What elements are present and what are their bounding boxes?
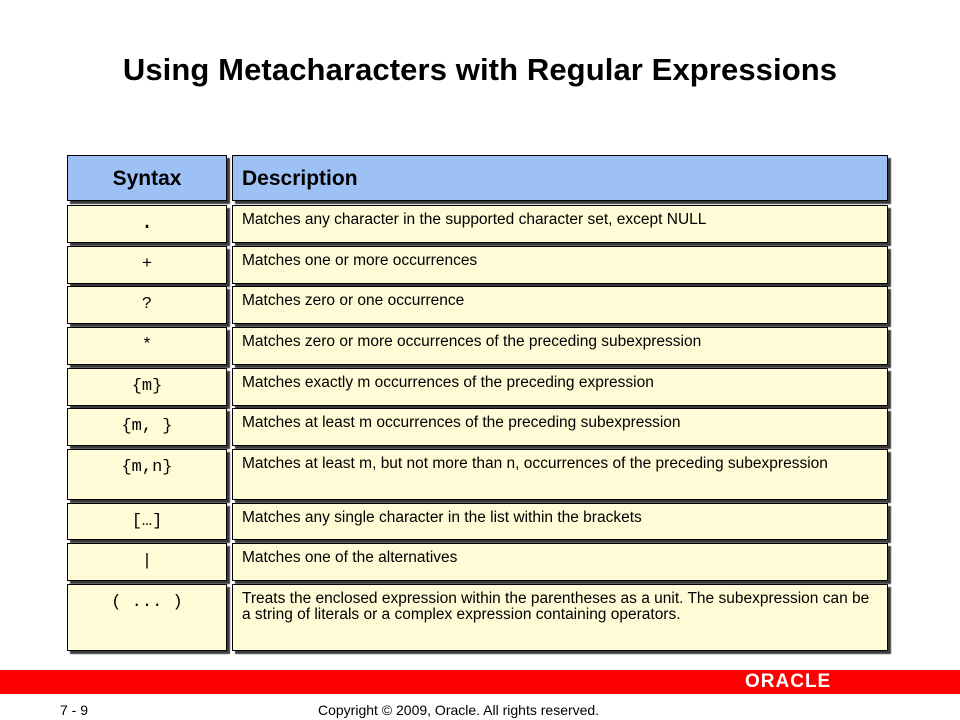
header-description-label: Description: [242, 167, 358, 190]
syntax-cell: |: [67, 543, 227, 581]
description-cell: Matches zero or more occurrences of the preceding subexpression: [232, 327, 888, 365]
description-cell: Matches exactly m occurrences of the preceding expression: [232, 368, 888, 406]
description-cell: Matches any single character in the list within the brackets: [232, 503, 888, 540]
syntax-cell: +: [67, 246, 227, 284]
description-cell: Matches one or more occurrences: [232, 246, 888, 284]
syntax-cell: {m}: [67, 368, 227, 406]
description-cell: Matches at least m occurrences of the preceding subexpression: [232, 408, 888, 446]
table-header-row: [67, 155, 890, 203]
syntax-cell: ?: [67, 286, 227, 324]
syntax-cell: ( ... ): [67, 584, 227, 651]
syntax-cell: {m, }: [67, 408, 227, 446]
header-syntax-cell: [67, 155, 227, 201]
description-cell: Matches at least m, but not more than n, occurrences of the preceding subexpression: [232, 449, 888, 500]
syntax-cell: […]: [67, 503, 227, 540]
syntax-cell: .: [67, 205, 227, 243]
page-number: 7 - 9: [60, 702, 89, 718]
oracle-logo: ORACLE: [745, 671, 832, 692]
slide-title: Using Metacharacters with Regular Expressions: [122, 52, 838, 87]
copyright-text: Copyright © 2009, Oracle. All rights reserved.: [318, 702, 600, 718]
header-syntax-label: Syntax: [112, 167, 182, 190]
description-cell: Matches zero or one occurrence: [232, 286, 888, 324]
description-cell: Matches one of the alternatives: [232, 543, 888, 581]
description-cell: Treats the enclosed expression within the parentheses as a unit. The subexpression can be a string of literals or a complex expression containing operators.: [232, 584, 888, 651]
header-description-cell: [232, 155, 888, 201]
syntax-cell: {m,n}: [67, 449, 227, 500]
description-cell: Matches any character in the supported character set, except NULL: [232, 205, 888, 243]
syntax-cell: *: [67, 327, 227, 365]
